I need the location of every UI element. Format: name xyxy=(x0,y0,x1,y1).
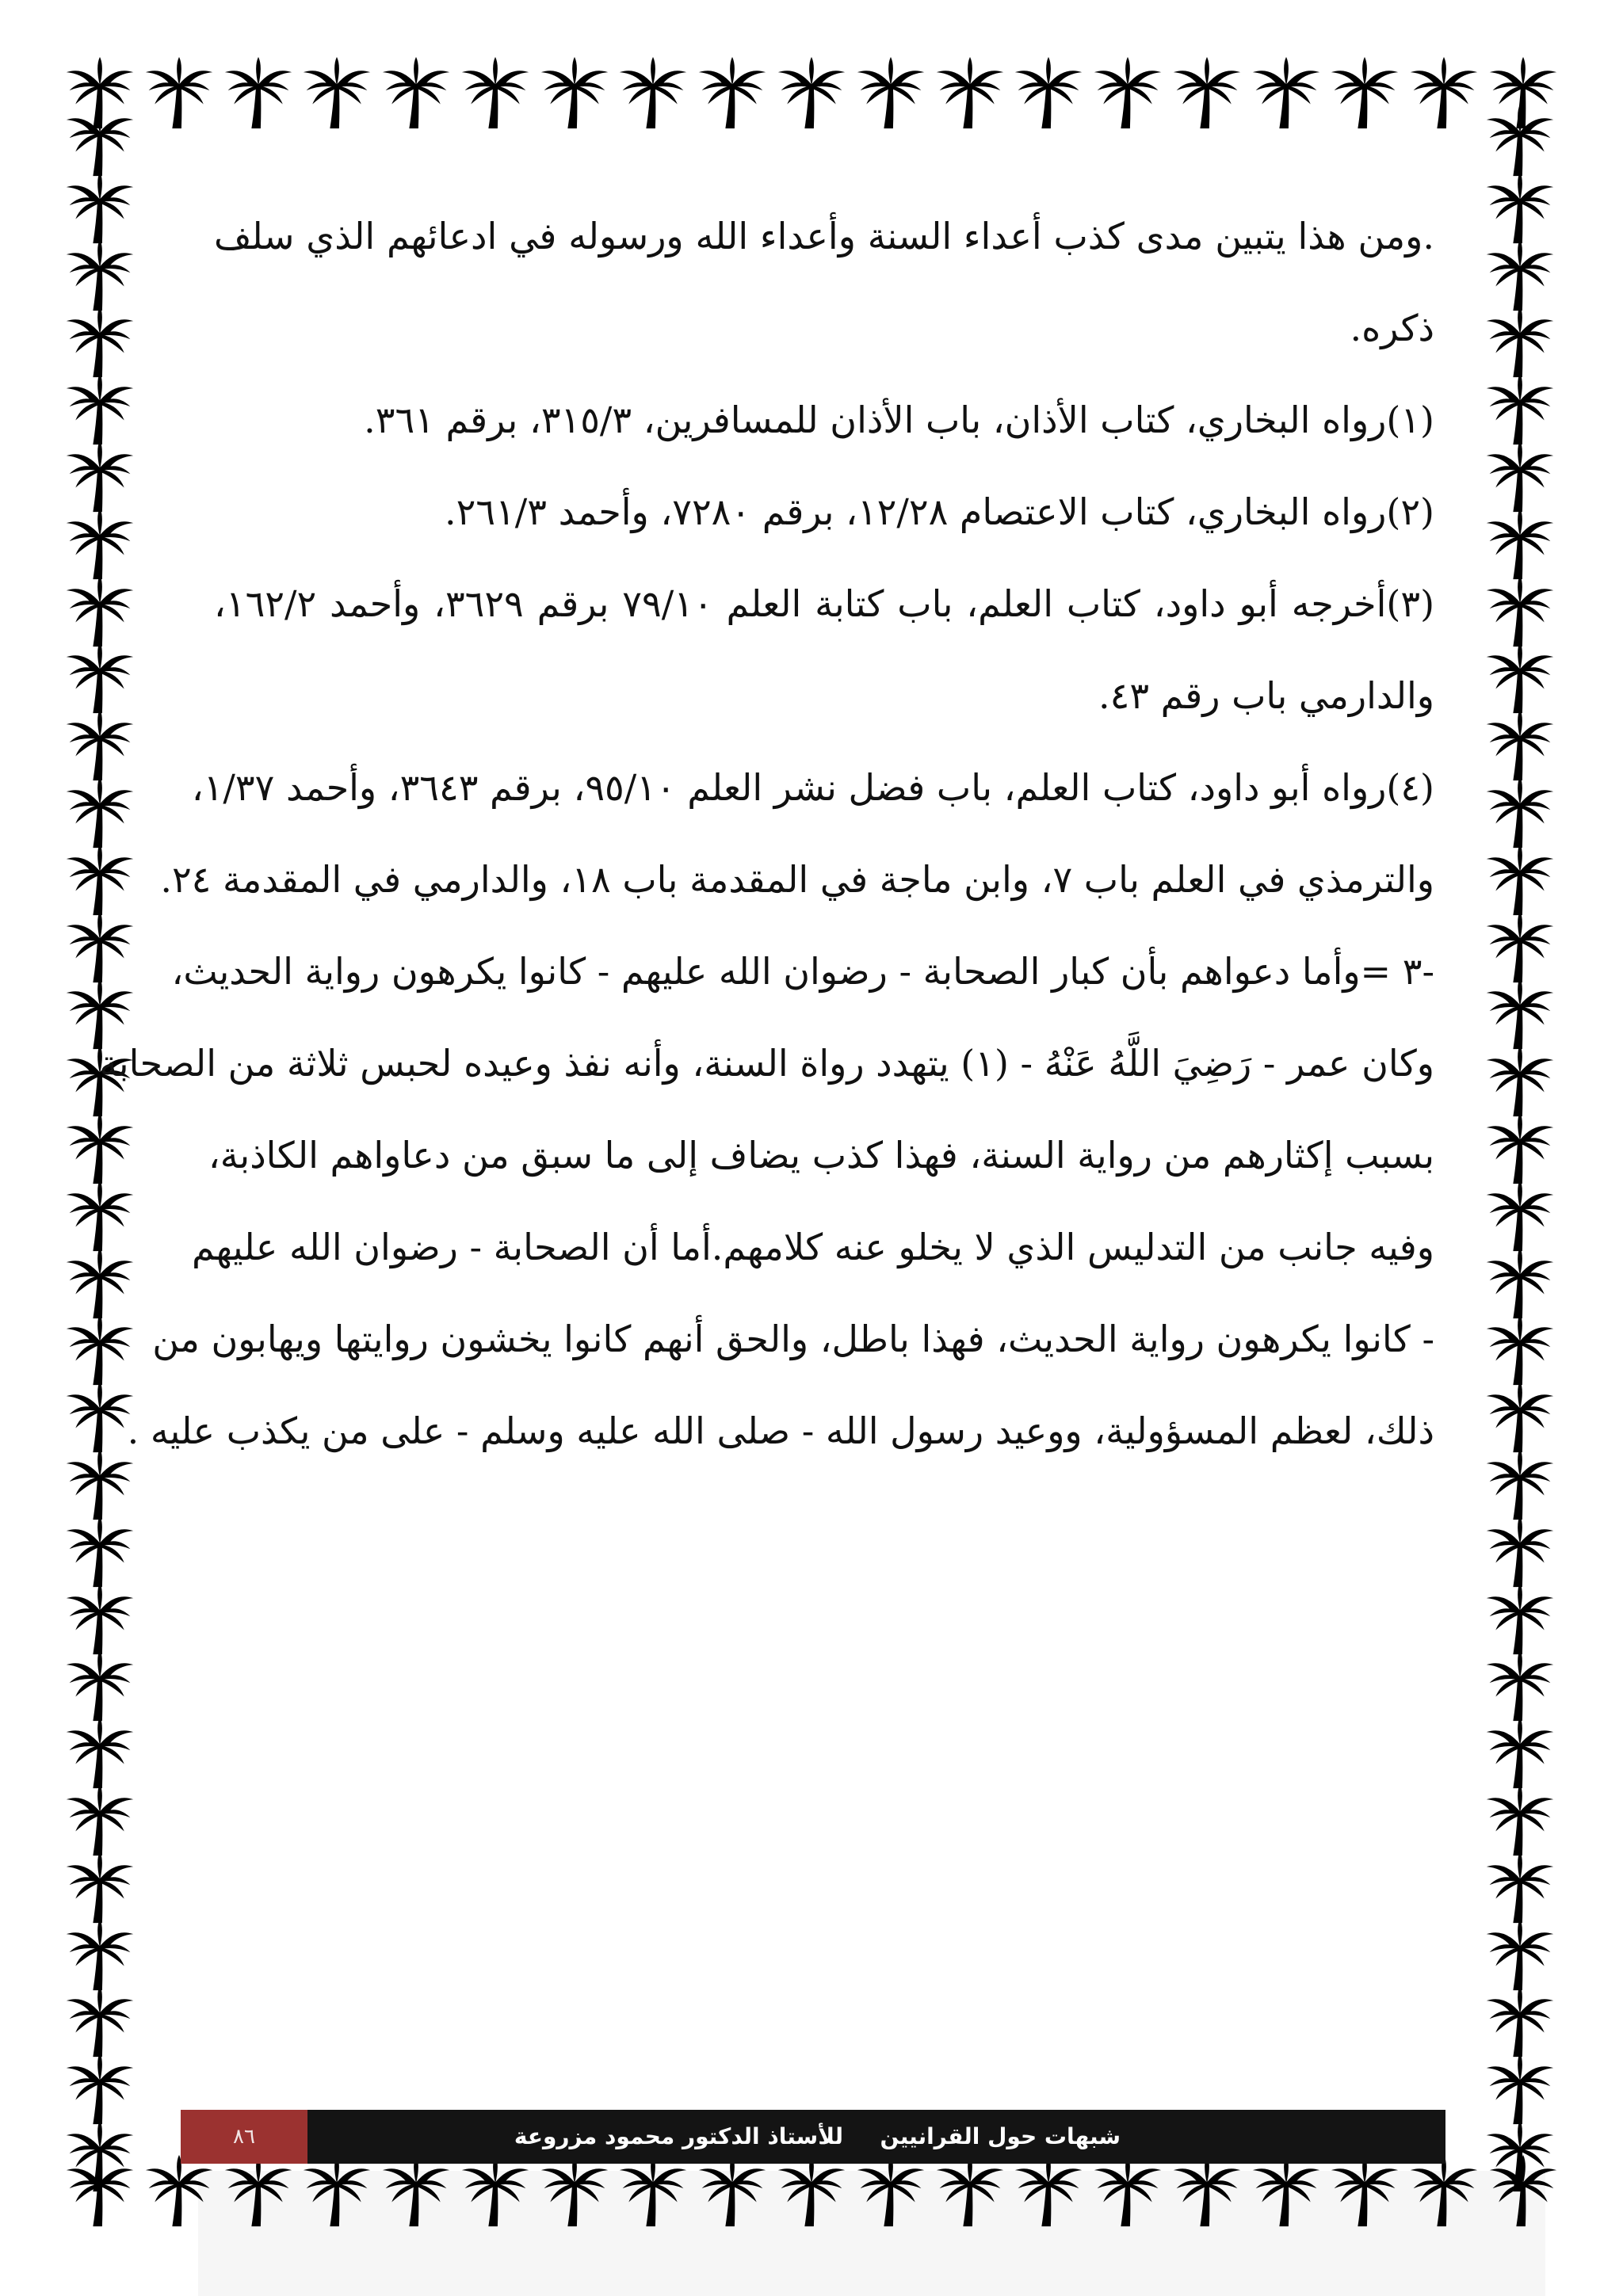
palm-tree-icon xyxy=(62,1850,138,1926)
palm-tree-icon xyxy=(62,707,138,784)
palm-tree-icon xyxy=(773,55,850,132)
palm-tree-icon xyxy=(1482,506,1558,582)
palm-tree-icon xyxy=(1327,2153,1403,2229)
palm-tree-icon xyxy=(615,55,691,132)
palm-tree-icon xyxy=(1169,55,1245,132)
palm-tree-icon xyxy=(1248,2153,1324,2229)
palm-tree-icon xyxy=(1482,1178,1558,1254)
footnote-line: (١)رواه البخاري، كتاب الأذان، باب الأذان للمسافرين، ٣١٥/٣، برقم ٣٦١. xyxy=(364,399,1434,441)
palm-tree-icon xyxy=(62,304,138,380)
palm-tree-icon xyxy=(1482,1917,1558,1993)
body-line: -٣ =وأما دعواهم بأن كبار الصحابة - رضوان الله عليهم - كانوا يكرهون رواية الحديث، xyxy=(171,950,1434,993)
palm-tree-icon xyxy=(537,55,613,132)
page-number: ٨٦ xyxy=(181,2110,307,2164)
palm-tree-icon xyxy=(1482,910,1558,986)
body-line: بسبب إكثارهم من رواية السنة، فهذا كذب يضاف إلى ما سبق من دعاواهم الكاذبة، xyxy=(208,1134,1434,1177)
palm-tree-icon xyxy=(378,55,454,132)
palm-tree-icon xyxy=(141,2153,217,2229)
body-line: ذلك، لعظم المسؤولية، ووعيد رسول الله - صلى الله عليه وسلم - على من يكذب عليه . xyxy=(127,1409,1434,1452)
body-line: - كانوا يكرهون رواية الحديث، فهذا باطل، والحق أنهم كانوا يخشون روايتها ويهابون من xyxy=(152,1318,1434,1360)
footnote-line: والترمذي في العلم باب ٧، وابن ماجة في المقدمة باب ١٨، والدارمي في المقدمة ٢٤. xyxy=(160,858,1434,901)
palm-tree-icon xyxy=(1010,55,1086,132)
palm-tree-icon xyxy=(62,1447,138,1523)
palm-tree-icon xyxy=(615,2153,691,2229)
body-line: ذكره. xyxy=(1350,307,1434,349)
footnote-line: (٣)أخرجه أبو داود، كتاب العلم، باب كتابة العلم ٧٩/١٠ برقم ٣٦٢٩، وأحمد ١٦٢/٢، xyxy=(214,582,1435,625)
palm-tree-icon xyxy=(62,574,138,650)
palm-tree-icon xyxy=(378,2153,454,2229)
palm-tree-icon xyxy=(1010,2153,1086,2229)
palm-tree-icon xyxy=(62,1178,138,1254)
palm-tree-icon xyxy=(62,1245,138,1322)
palm-tree-icon xyxy=(1482,304,1558,380)
palm-border-right xyxy=(1482,103,1561,2195)
palm-tree-icon xyxy=(1090,55,1166,132)
palm-tree-icon xyxy=(1090,2153,1166,2229)
palm-tree-icon xyxy=(1482,1984,1558,2060)
palm-tree-icon xyxy=(1482,775,1558,851)
palm-tree-icon xyxy=(62,1581,138,1657)
palm-tree-icon xyxy=(62,1111,138,1187)
body-line: وفيه جانب من التدليس الذي لا يخلو عنه كلامهم.أما أن الصحابة - رضوان الله عليهم xyxy=(191,1226,1434,1268)
palm-tree-icon xyxy=(62,439,138,515)
palm-tree-icon xyxy=(299,55,375,132)
palm-tree-icon xyxy=(62,775,138,851)
palm-tree-icon xyxy=(62,1715,138,1791)
page-body xyxy=(99,190,1435,1477)
palm-tree-icon xyxy=(62,1379,138,1455)
footnote-line: (٢)رواه البخاري، كتاب الاعتصام ١٢/٢٨، برقم ٧٢٨٠، وأحمد ٢٦١/٣. xyxy=(445,490,1434,533)
palm-tree-icon xyxy=(1482,238,1558,314)
palm-tree-icon xyxy=(62,640,138,716)
palm-tree-icon xyxy=(62,910,138,986)
footnote-line: والدارمي باب رقم ٤٣. xyxy=(1098,674,1434,717)
palm-tree-icon xyxy=(1482,1783,1558,1859)
palm-tree-icon xyxy=(62,1783,138,1859)
palm-tree-icon xyxy=(62,2119,138,2195)
palm-tree-icon xyxy=(62,506,138,582)
palm-tree-icon xyxy=(1482,1447,1558,1523)
palm-tree-icon xyxy=(1169,2153,1245,2229)
palm-tree-icon xyxy=(62,1648,138,1724)
palm-tree-icon xyxy=(62,1984,138,2060)
palm-tree-icon xyxy=(932,55,1008,132)
palm-tree-icon xyxy=(1482,2119,1558,2195)
palm-tree-icon xyxy=(141,55,217,132)
palm-tree-icon xyxy=(1482,372,1558,448)
palm-tree-icon xyxy=(1482,1043,1558,1119)
palm-tree-icon xyxy=(1482,1245,1558,1322)
palm-tree-icon xyxy=(932,2153,1008,2229)
palm-tree-icon xyxy=(220,55,296,132)
palm-tree-icon xyxy=(1406,55,1482,132)
palm-tree-icon xyxy=(694,55,770,132)
palm-tree-icon xyxy=(1482,1379,1558,1455)
palm-tree-icon xyxy=(853,2153,929,2229)
footer-book-title: شبهات حول القرانيين xyxy=(880,2123,1121,2149)
body-line: وكان عمر - رَضِيَ اللَّهُ عَنْهُ - (١) يتهدد رواة السنة، وأنه نفذ وعيده لحبس ثلاثة من الصحابة xyxy=(99,1042,1434,1085)
palm-tree-icon xyxy=(1482,707,1558,784)
palm-border-top xyxy=(62,55,1561,135)
palm-tree-icon xyxy=(1482,170,1558,246)
palm-tree-icon xyxy=(62,842,138,918)
palm-tree-icon xyxy=(1482,1581,1558,1657)
palm-tree-icon xyxy=(853,55,929,132)
palm-tree-icon xyxy=(1482,1648,1558,1724)
palm-tree-icon xyxy=(773,2153,850,2229)
palm-tree-icon xyxy=(1482,1111,1558,1187)
palm-tree-icon xyxy=(1482,1850,1558,1926)
palm-tree-icon xyxy=(62,103,138,179)
palm-tree-icon xyxy=(1482,1312,1558,1388)
footer-author: للأستاذ الدكتور محمود مزروعة xyxy=(514,2123,843,2149)
palm-border-left xyxy=(62,103,141,2195)
page-footer xyxy=(181,2110,1445,2164)
palm-tree-icon xyxy=(1482,1514,1558,1590)
palm-tree-icon xyxy=(1482,640,1558,716)
palm-tree-icon xyxy=(62,372,138,448)
palm-tree-icon xyxy=(220,2153,296,2229)
palm-tree-icon xyxy=(62,1312,138,1388)
palm-tree-icon xyxy=(1482,976,1558,1052)
palm-tree-icon xyxy=(62,238,138,314)
palm-tree-icon xyxy=(1482,842,1558,918)
palm-tree-icon xyxy=(457,2153,533,2229)
body-line: .ومن هذا يتبين مدى كذب أعداء السنة وأعداء الله ورسوله في ادعائهم الذي سلف xyxy=(214,215,1434,257)
footnote-line: (٤)رواه أبو داود، كتاب العلم، باب فضل نشر العلم ٩٥/١٠، برقم ٣٦٤٣، وأحمد ١/٣٧، xyxy=(191,766,1434,809)
palm-tree-icon xyxy=(1482,2051,1558,2127)
palm-tree-icon xyxy=(694,2153,770,2229)
palm-tree-icon xyxy=(1248,55,1324,132)
palm-tree-icon xyxy=(1327,55,1403,132)
palm-tree-icon xyxy=(457,55,533,132)
palm-border-bottom xyxy=(62,2153,1561,2233)
palm-tree-icon xyxy=(62,1917,138,1993)
palm-tree-icon xyxy=(1482,439,1558,515)
palm-tree-icon xyxy=(1482,1715,1558,1791)
palm-tree-icon xyxy=(62,1514,138,1590)
palm-tree-icon xyxy=(1482,103,1558,179)
palm-tree-icon xyxy=(537,2153,613,2229)
palm-tree-icon xyxy=(62,170,138,246)
palm-tree-icon xyxy=(1406,2153,1482,2229)
palm-tree-icon xyxy=(299,2153,375,2229)
palm-tree-icon xyxy=(1482,574,1558,650)
palm-tree-icon xyxy=(62,2051,138,2127)
